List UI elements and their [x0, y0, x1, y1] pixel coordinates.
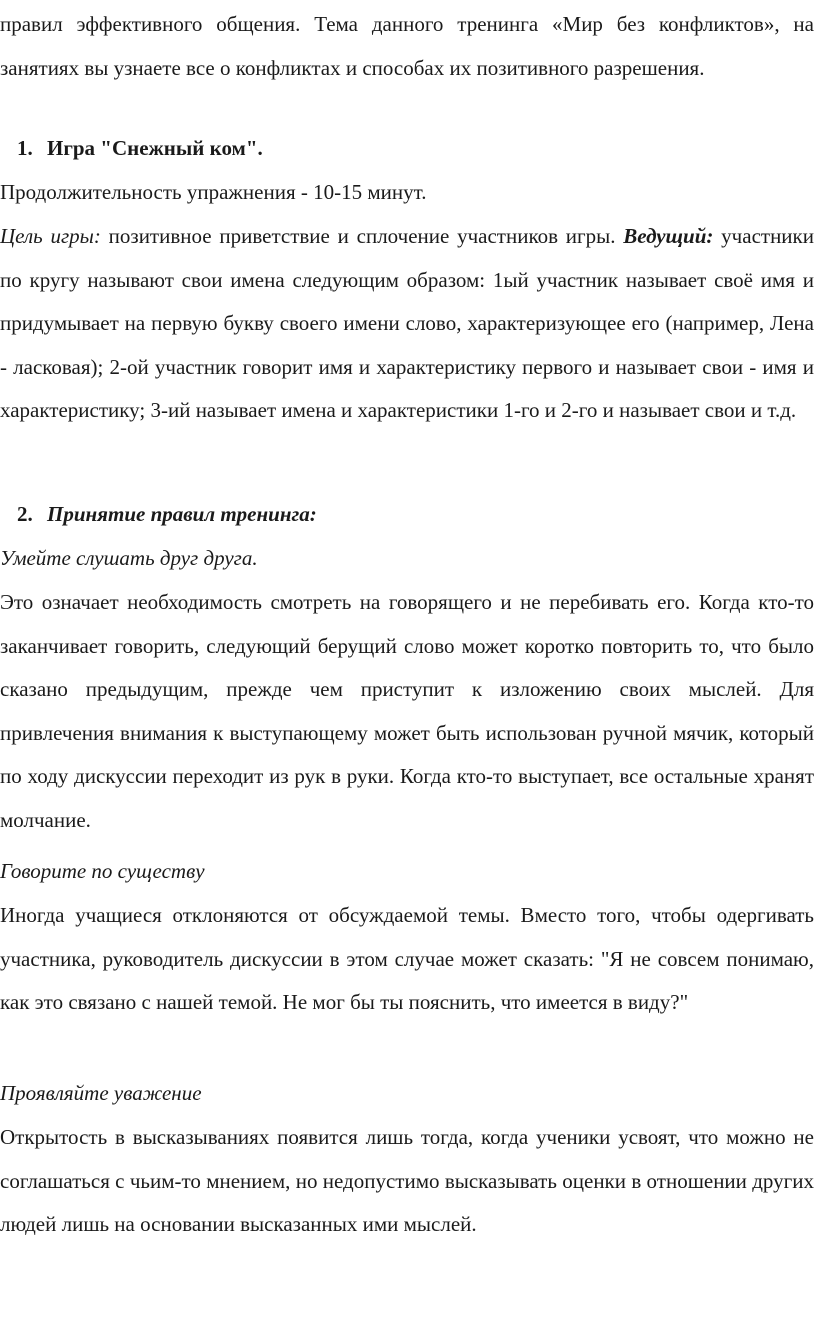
section-1-title: Игра "Снежный ком". — [47, 136, 263, 160]
rule-2-title: Говорите по существу — [0, 859, 205, 883]
section-2-heading — [0, 493, 816, 537]
section-1-goal-paragraph — [0, 215, 814, 433]
section-2-number: 2. — [17, 502, 33, 526]
section-2-title: Принятие правил тренинга: — [47, 502, 317, 526]
rule-2-text: Иногда учащиеся отклоняются от обсуждаемой темы. Вместо того, чтобы одергивать участника, руководитель дискуссии в этом случае может сказать: "Я не совсем понимаю, как это связано с нашей темой. Не мог бы ты пояснить, что имеется в виду?" — [0, 903, 814, 1014]
rule-1-title: Умейте слушать друг друга. — [0, 546, 258, 570]
section-1-number: 1. — [17, 136, 33, 160]
rule-1-text: Это означает необходимость смотреть на говорящего и не перебивать его. Когда кто-то заканчивает говорить, следующий берущий слово может коротко повторить то, что было сказано предыдущим, прежде чем приступит к изложению своих мыслей. Для привлечения внимания к выступающему может быть использован ручной мячик, который по ходу дискуссии переходит из рук в руки. Когда кто-то выступает, все остальные хранят молчание. — [0, 590, 814, 832]
intro-paragraph: правил эффективного общения. Тема данного тренинга «Мир без конфликтов», на занятиях вы узнаете все о конфликтах и способах их позитивного разрешения. — [0, 12, 814, 80]
leader-label: Ведущий: — [623, 224, 714, 248]
section-1-duration: Продолжительность упражнения - 10-15 минут. — [0, 180, 427, 204]
goal-label: Цель игры: — [0, 224, 101, 248]
leader-text: участники по кругу называют свои имена следующим образом: 1ый участник называет своё имя и придумывает на первую букву своего имени слово, характеризующее его (например, Лена - ласковая); 2-ой участник говорит имя и характеристику первого и называет свои - имя и характеристику; 3-ий называет имена и характеристики 1-го и 2-го и называет свои и т.д. — [0, 224, 814, 422]
rule-3-text: Открытость в высказываниях появится лишь тогда, когда ученики усвоят, что можно не соглашаться с чьим-то мнением, но недопустимо высказывать оценки в отношении других людей лишь на основании высказанных ими мыслей. — [0, 1125, 814, 1236]
section-1-heading — [0, 127, 816, 171]
rule-3-title: Проявляйте уважение — [0, 1081, 202, 1105]
goal-text: позитивное приветствие и сплочение участников игры. — [100, 224, 624, 248]
